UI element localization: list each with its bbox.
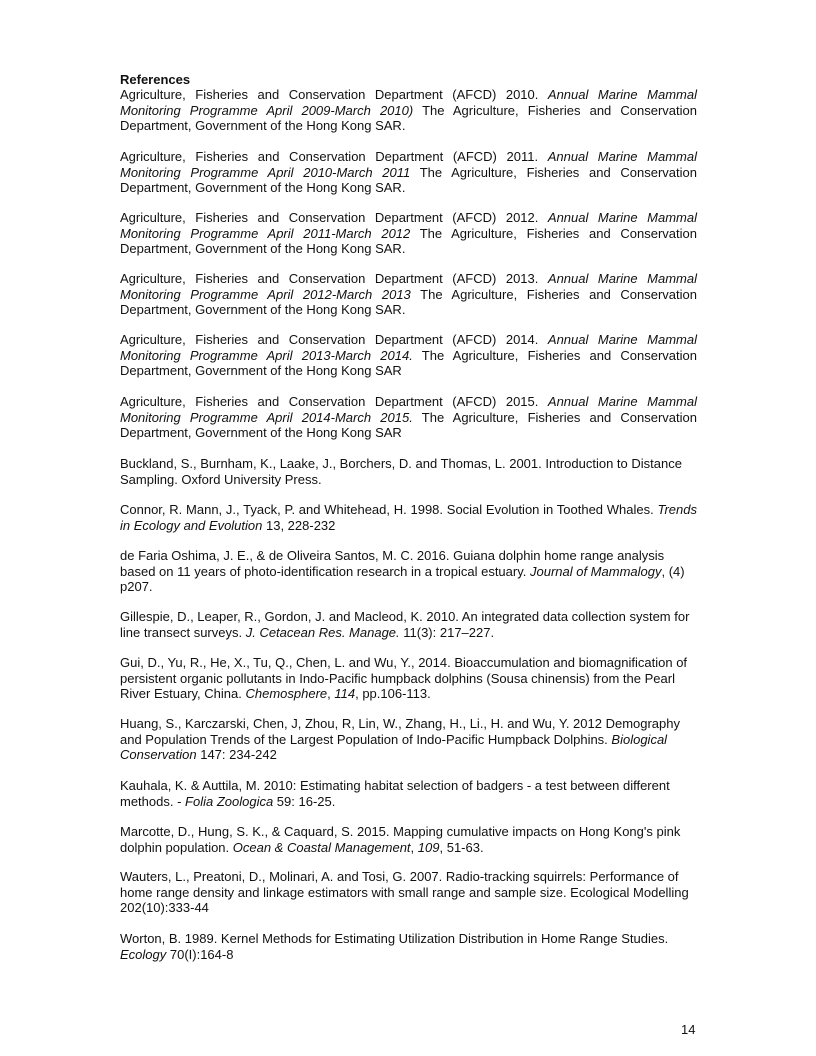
reference-de-faria-oshima-2016: de Faria Oshima, J. E., & de Oliveira Santos, M. C. 2016. Guiana dolphin home range analysis based on 11 years of photo-identification research in a tropical estuary. Journal of Mammalogy, (4) p207. (120, 548, 685, 594)
reference-gillespie-2010: Gillespie, D., Leaper, R., Gordon, J. and Macleod, K. 2010. An integrated data collection system for line transect surveys. J. Cetacean Res. Manage. 11(3): 217–227. (120, 609, 690, 640)
reference-kauhala-2010: Kauhala, K. & Auttila, M. 2010: Estimating habitat selection of badgers - a test between different methods. - Folia Zoologica 59: 16-25. (120, 778, 670, 809)
reference-gui-2014: Gui, D., Yu, R., He, X., Tu, Q., Chen, L. and Wu, Y., 2014. Bioaccumulation and biomagnification of persistent organic pollutants in Indo-Pacific humpback dolphins (Sousa chinensis) from the Pearl River Estuary, China. Chemosphere, 114, pp.106-113. (120, 655, 688, 701)
reference-connor-1998: Connor, R. Mann, J., Tyack, P. and Whitehead, H. 1998. Social Evolution in Toothed Whales. Trends in Ecology and Evolution 13, 228-232 (120, 502, 697, 533)
reference-afcd-2011: Agriculture, Fisheries and Conservation Department (AFCD) 2011. Annual Marine Mammal Monitoring Programme April 2010-March 2011 The Agriculture, Fisheries and Conservation Department, Government of the Hong Kong SAR. (120, 149, 697, 195)
reference-wauters-2007: Wauters, L., Preatoni, D., Molinari, A. and Tosi, G. 2007. Radio-tracking squirrels: Performance of home range density and linkage estimators with small range and sample size. Ecological Modelling 202(10):333-44 (120, 869, 689, 915)
reference-afcd-2014: Agriculture, Fisheries and Conservation Department (AFCD) 2014. Annual Marine Mammal Monitoring Programme April 2013-March 2014. The Agriculture, Fisheries and Conservation Department, Government of the Hong Kong SAR (120, 332, 698, 378)
references-heading: References (120, 72, 191, 87)
reference-worton-1989: Worton, B. 1989. Kernel Methods for Estimating Utilization Distribution in Home Range Studies. Ecology 70(I):164-8 (120, 931, 669, 962)
page-number: 14 (681, 1022, 696, 1037)
reference-afcd-2015: Agriculture, Fisheries and Conservation Department (AFCD) 2015. Annual Marine Mammal Monitoring Programme April 2014-March 2015. The Agriculture, Fisheries and Conservation Department, Government of the Hong Kong SAR (120, 394, 698, 440)
reference-buckland-2001: Buckland, S., Burnham, K., Laake, J., Borchers, D. and Thomas, L. 2001. Introduction to Distance Sampling. Oxford University Press. (120, 456, 682, 487)
reference-afcd-2012: Agriculture, Fisheries and Conservation Department (AFCD) 2012. Annual Marine Mammal Monitoring Programme April 2011-March 2012 The Agriculture, Fisheries and Conservation Department, Government of the Hong Kong SAR. (120, 210, 697, 256)
reference-huang-2012: Huang, S., Karczarski, Chen, J, Zhou, R, Lin, W., Zhang, H., Li., H. and Wu, Y. 2012 Demography and Population Trends of the Largest Population of Indo-Pacific Humpback Dolphins. Biological Conservation 147: 234-242 (120, 716, 680, 762)
reference-afcd-2010: Agriculture, Fisheries and Conservation Department (AFCD) 2010. Annual Marine Mammal Monitoring Programme April 2009-March 2010) The Agriculture, Fisheries and Conservation Department, Government of the Hong Kong SAR. (120, 87, 697, 133)
reference-marcotte-2015: Marcotte, D., Hung, S. K., & Caquard, S. 2015. Mapping cumulative impacts on Hong Kong's pink dolphin population. Ocean & Coastal Management, 109, 51-63. (120, 824, 681, 855)
reference-afcd-2013: Agriculture, Fisheries and Conservation Department (AFCD) 2013. Annual Marine Mammal Monitoring Programme April 2012-March 2013 The Agriculture, Fisheries and Conservation Department, Government of the Hong Kong SAR. (120, 271, 697, 317)
